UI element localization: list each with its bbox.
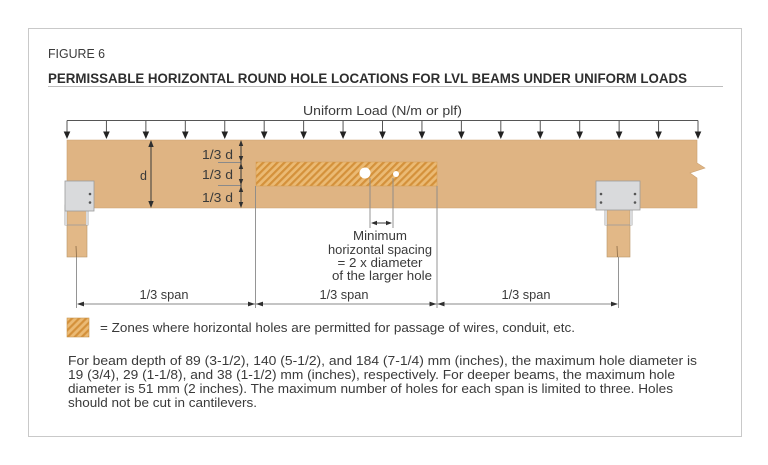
left-hanger [65,181,94,211]
spacing-note-line-1: Minimum [353,229,407,243]
figure-title: PERMISSABLE HORIZONTAL ROUND HOLE LOCATIONS FOR LVL BEAMS UNDER UNIFORM LOADS [48,71,687,86]
fastener-icon [600,201,603,204]
legend-hatch-swatch [67,318,89,337]
note-line-3: diameter is 51 mm (2 inches). The maximum number of holes for each span is limited to three. Holes [68,382,673,396]
spacing-note-line-4: of the larger hole [332,269,433,283]
third-depth-label-middle: 1/3 d [202,168,234,182]
left-support [65,205,88,257]
note-line-2: 19 (3/4), 29 (1-1/8), and 38 (1-1/2) mm (inches), respectively. For deeper beams, the maximum hole [68,368,676,382]
right-hanger [596,181,640,210]
span-label-right: 1/3 span [501,288,551,302]
left-post [67,205,87,257]
figure-label: FIGURE 6 [48,46,105,61]
fastener-icon [89,201,92,204]
fastener-icon [634,201,637,204]
note-line-1: For beam depth of 89 (3-1/2), 140 (5-1/2), and 184 (7-1/4) mm (inches), the maximum hole diameter is [68,354,697,368]
legend-text: = Zones where horizontal holes are permitted for passage of wires, conduit, etc. [100,321,575,335]
third-depth-label-bottom: 1/3 d [202,191,234,205]
permitted-hole-zone [256,162,437,186]
large-hole [360,168,371,179]
spacing-note-line-3: = 2 x diameter [337,256,423,270]
fastener-icon [600,193,603,196]
span-label-left: 1/3 span [139,288,189,302]
note-line-4: should not be cut in cantilevers. [68,396,257,410]
small-hole [393,171,399,177]
uniform-load-label: Uniform Load (N/m or plf) [303,103,462,118]
right-support [605,205,632,257]
fastener-icon [89,193,92,196]
span-label-middle: 1/3 span [319,288,369,302]
depth-label: d [140,169,147,183]
third-depth-label-top: 1/3 d [202,148,234,162]
spacing-note-line-2: horizontal spacing [328,243,433,257]
fastener-icon [634,193,637,196]
right-post [607,205,630,257]
